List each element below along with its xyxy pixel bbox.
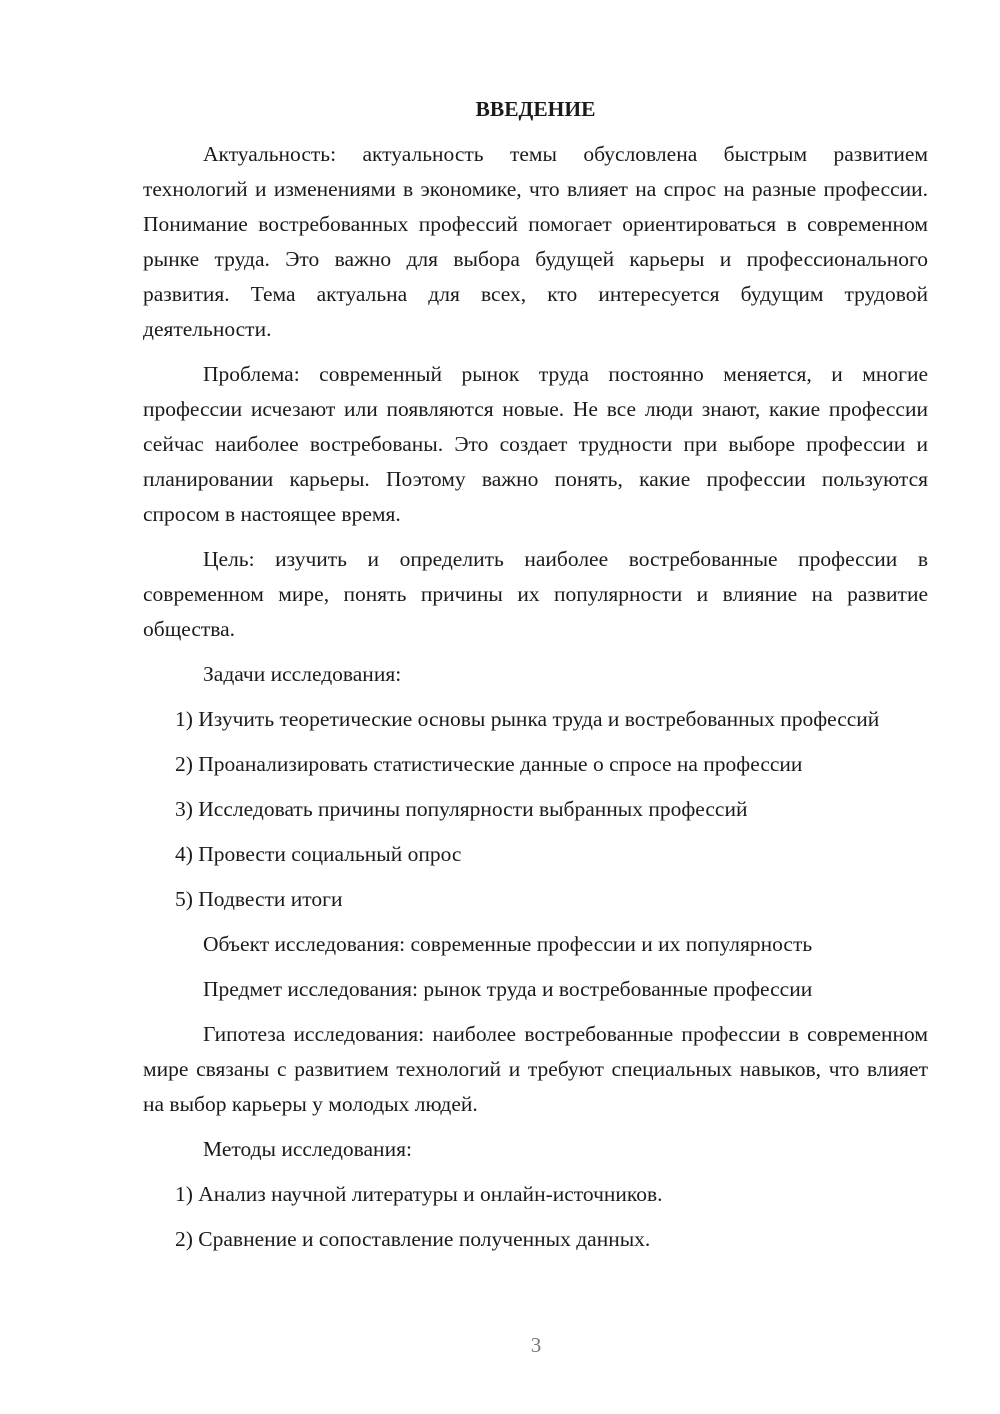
section-heading: ВВЕДЕНИЕ (475, 97, 596, 121)
object-paragraph: Объект исследования: современные профессии и их популярность (203, 932, 813, 956)
task-item: 4) Провести социальный опрос (175, 842, 462, 866)
methods-title: Методы исследования: (203, 1137, 412, 1161)
method-item: 1) Анализ научной литературы и онлайн-источников. (175, 1182, 663, 1206)
method-item: 2) Сравнение и сопоставление полученных данных. (175, 1227, 651, 1251)
document-page (143, 92, 928, 1267)
task-item: 5) Подвести итоги (175, 887, 343, 911)
page-number: 3 (530, 1333, 542, 1357)
tasks-title: Задачи исследования: (203, 662, 402, 686)
goal-paragraph: Цель: изучить и определить наиболее востребованные профессии в современном мире, понять причины их популярности и влияние на развитие общества. (143, 547, 928, 641)
relevance-paragraph: Актуальность: актуальность темы обусловлена быстрым развитием технологий и изменениями в экономике, что влияет на спрос на разные профессии. Понимание востребованных профессий помогает ориентироваться в современном рынке труда. Это важно для выбора будущей карьеры и профессионального развития. Тема актуальна для всех, кто интересуется будущим трудовой деятельности. (143, 142, 928, 341)
task-item: 3) Исследовать причины популярности выбранных профессий (175, 797, 748, 821)
problem-paragraph: Проблема: современный рынок труда постоянно меняется, и многие профессии исчезают или появляются новые. Не все люди знают, какие профессии сейчас наиболее востребованы. Это создает трудности при выборе профессии и планировании карьеры. Поэтому важно понять, какие профессии пользуются спросом в настоящее время. (143, 362, 928, 526)
subject-paragraph: Предмет исследования: рынок труда и востребованные профессии (203, 977, 813, 1001)
task-item: 1) Изучить теоретические основы рынка труда и востребованных профессий (175, 707, 880, 731)
task-item: 2) Проанализировать статистические данные о спросе на профессии (175, 752, 803, 776)
hypothesis-paragraph: Гипотеза исследования: наиболее востребованные профессии в современном мире связаны с развитием технологий и требуют специальных навыков, что влияет на выбор карьеры у молодых людей. (143, 1022, 928, 1116)
